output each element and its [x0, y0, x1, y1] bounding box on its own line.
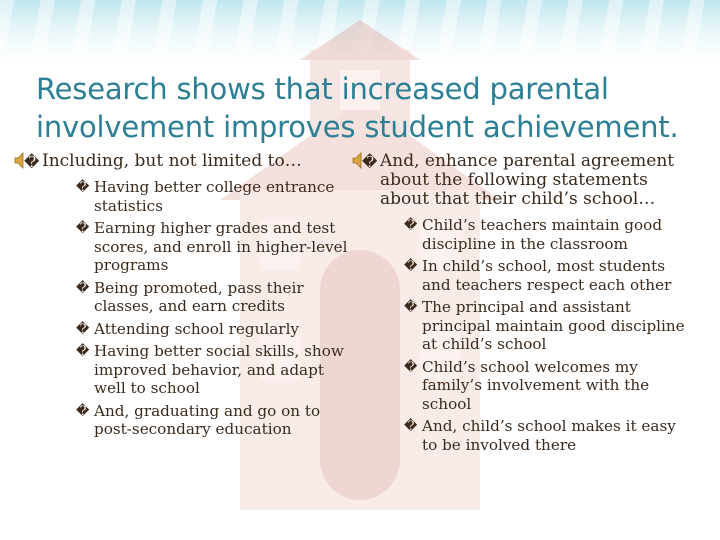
right-column — [362, 152, 692, 458]
right-list — [362, 216, 692, 454]
bullet-icon: � — [404, 419, 418, 434]
list-item: � And, graduating and go on to post-secondary education — [76, 401, 321, 438]
left-list — [24, 178, 354, 439]
bullet-icon: � — [362, 153, 378, 171]
right-heading — [362, 152, 692, 209]
bullet-icon: � — [76, 344, 90, 359]
bullet-icon: � — [404, 359, 418, 375]
list-item: � Being promoted, pass their classes, and earn credits — [76, 278, 304, 315]
list-item: � The principal and assistant principal maintain good discipline at child’s school — [404, 298, 685, 353]
bullet-icon: � — [404, 300, 418, 315]
left-column — [24, 152, 354, 443]
bullet-icon: � — [76, 321, 90, 337]
slide-title: Research shows that increased parental involvement improves student achievement. — [36, 72, 679, 144]
bullet-icon: � — [24, 153, 40, 171]
list-item: � In child’s school, most students and teachers respect each other — [404, 257, 672, 294]
left-heading — [24, 152, 354, 171]
list-item: � Having better college entrance statistics — [76, 178, 335, 215]
bullet-icon: � — [404, 259, 418, 274]
list-item: � Earning higher grades and test scores, and enroll in higher-level programs — [76, 219, 348, 274]
bullet-icon: � — [76, 280, 90, 296]
bullet-icon: � — [76, 221, 90, 236]
list-item: � And, child’s school makes it easy to be involved there — [404, 417, 676, 454]
list-item: � Attending school regularly — [76, 319, 300, 338]
list-item: � Child’s teachers maintain good discipline in the classroom — [404, 216, 663, 253]
bullet-icon: � — [76, 180, 90, 195]
list-item: � Having better social skills, show improved behavior, and adapt well to school — [76, 342, 344, 397]
right-heading-text: And, enhance parental agreement about the following statements about that their child’s school… — [380, 151, 675, 209]
list-item: � Child’s school welcomes my family’s involvement with the school — [404, 357, 650, 413]
left-heading-text: Including, but not limited to… — [42, 151, 302, 171]
bullet-icon: � — [76, 403, 90, 419]
bullet-icon: � — [404, 218, 418, 233]
